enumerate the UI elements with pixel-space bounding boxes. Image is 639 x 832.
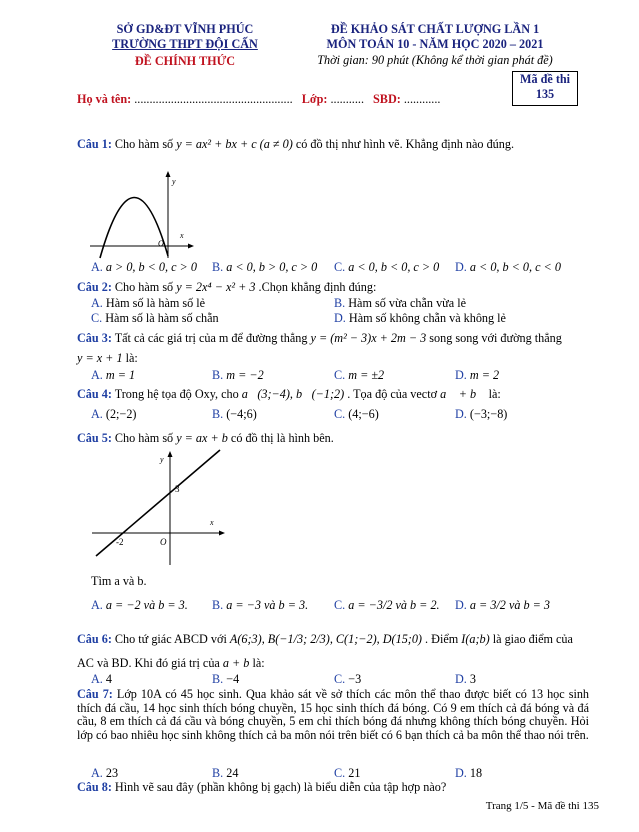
question-2 bbox=[77, 280, 376, 295]
sbd-dots: ............ bbox=[403, 92, 441, 106]
question-6-option-d[interactable]: D. 3 bbox=[455, 672, 476, 686]
question-6: Câu 6: Cho tứ giác ABCD với A(6;3), B(−1/3; 2/3), C(1;−2), D(15;0) . Điểm I(a;b) là giao điểm của bbox=[77, 632, 573, 646]
question-5-text-a: Cho hàm số bbox=[114, 431, 177, 445]
question-2-option-b[interactable]: B. Hàm số vừa chẵn vừa lẻ bbox=[334, 296, 467, 310]
question-4-text-a: Trong hệ tọa độ Oxy, cho bbox=[114, 387, 242, 401]
class-dots: ........... bbox=[330, 92, 364, 106]
question-8-text: Hình vẽ sau đây (phần không bị gạch) là biểu diễn của tập hợp nào? bbox=[114, 780, 447, 794]
q1-x-arrow bbox=[188, 244, 194, 249]
question-1-label: Câu 1: bbox=[77, 137, 112, 151]
question-1 bbox=[77, 137, 514, 152]
question-4-formula-2: a⃗ + b⃗ bbox=[440, 387, 486, 401]
question-6-text-b: . Điểm bbox=[422, 632, 462, 646]
question-7-option-a[interactable]: A. 23 bbox=[91, 766, 119, 780]
question-4-option-c[interactable]: C. (4;−6) bbox=[334, 407, 379, 421]
question-6-option-b[interactable]: B. −4 bbox=[212, 672, 240, 686]
question-6-formula-3: a + b bbox=[222, 656, 250, 670]
question-5-option-b[interactable]: B. a = −3 và b = 3. bbox=[212, 598, 309, 612]
question-2-formula: y = 2x⁴ − x² + 3 bbox=[176, 280, 256, 294]
question-1-option-b[interactable]: B. a < 0, b > 0, c > 0 bbox=[212, 260, 318, 274]
question-3-text-b: song song với đường thẳng bbox=[426, 331, 562, 345]
q1-parabola-curve bbox=[100, 197, 168, 258]
question-5-find: Tìm a và b. bbox=[91, 574, 147, 588]
name-label: Họ và tên: bbox=[77, 92, 132, 106]
school-name: TRƯỜNG THPT ĐỘI CẤN bbox=[112, 37, 258, 51]
question-4: Câu 4: Trong hệ tọa độ Oxy, cho a⃗(3;−4), b⃗(−1;2) . Tọa độ của vectơ a⃗ + b⃗ là: bbox=[77, 387, 501, 401]
question-2-label: Câu 2: bbox=[77, 280, 112, 294]
official-label: ĐỀ CHÍNH THỨC bbox=[134, 54, 236, 68]
q1-origin-label: O bbox=[158, 239, 164, 248]
dept-name: SỞ GD&ĐT VĨNH PHÚC bbox=[116, 22, 254, 36]
question-6-text-a: Cho tứ giác ABCD với bbox=[114, 632, 230, 646]
name-dots: .................................................... bbox=[134, 92, 293, 106]
question-5 bbox=[77, 431, 334, 446]
question-3 bbox=[77, 331, 562, 346]
question-5-option-d[interactable]: D. a = 3/2 và b = 3 bbox=[455, 598, 550, 612]
question-1-text-b: có đồ thị như hình vẽ. Khẳng định nào đúng. bbox=[292, 137, 514, 151]
q5-y-intercept-label: 3 bbox=[175, 484, 180, 494]
question-6-formula-2: I(a;b) bbox=[461, 632, 490, 646]
question-7-text: Lớp 10A có 45 học sinh. Qua khảo sát về sở thích các môn thể thao được biết có 13 học sinh thích đá cầu, 14 học sinh thích bóng chuyền, 15 học sinh thích đá bóng. Có 9 em thích cả đá bóng và đá cầu, 8 em thích cả đá cầu và bóng chuyền, 5 em chỉ thích bóng đá nhưng không thích bóng chuyền. Hỏi lớp có bao nhiêu học sinh không thích cả ba môn nói trên biết có 6 bạn thích cả ba môn thể thao nói trên. bbox=[77, 687, 590, 742]
exam-time: Thời gian: 90 phút (Không kể thời gian phát đề) bbox=[317, 53, 553, 67]
question-1-formula: y = ax² + bx + c (a ≠ 0) bbox=[176, 137, 293, 151]
question-7-option-c[interactable]: C. 21 bbox=[334, 766, 361, 780]
student-info-row bbox=[77, 92, 440, 107]
question-1-parabola-graph bbox=[90, 168, 200, 260]
question-6-line-2: AC và BD. Khi đó giá trị của a + b là: bbox=[77, 656, 265, 670]
question-2-option-d[interactable]: D. Hàm số không chẵn và không lẻ bbox=[334, 311, 506, 325]
q5-x-intercept-label: -2 bbox=[116, 537, 124, 547]
question-2-text-b: .Chọn khẳng định đúng: bbox=[255, 280, 377, 294]
question-1-option-d[interactable]: D. a < 0, b < 0, c < 0 bbox=[455, 260, 561, 274]
question-6-option-c[interactable]: C. −3 bbox=[334, 672, 362, 686]
question-1-option-c[interactable]: C. a < 0, b < 0, c > 0 bbox=[334, 260, 440, 274]
exam-subject: MÔN TOÁN 10 - NĂM HỌC 2020 – 2021 bbox=[326, 37, 544, 51]
question-5-option-a[interactable]: A. a = −2 và b = 3. bbox=[91, 598, 188, 612]
exam-title: ĐỀ KHẢO SÁT CHẤT LƯỢNG LẦN 1 bbox=[330, 22, 540, 36]
question-6-label: Câu 6: bbox=[77, 632, 112, 646]
question-1-option-a[interactable]: A. a > 0, b < 0, c > 0 bbox=[91, 260, 197, 274]
q5-origin-label: O bbox=[160, 537, 167, 547]
question-6-option-a[interactable]: A. 4 bbox=[91, 672, 112, 686]
question-3-option-d[interactable]: D. m = 2 bbox=[455, 368, 500, 382]
q5-x-label: x bbox=[210, 518, 214, 527]
question-4-text-b: . Tọa độ của vectơ bbox=[344, 387, 441, 401]
q1-y-label: y bbox=[172, 177, 176, 186]
question-5-line-graph bbox=[92, 448, 232, 566]
question-8-label: Câu 8: bbox=[77, 780, 112, 794]
sbd-label: SBD: bbox=[373, 92, 401, 106]
question-6-formula: A(6;3), B(−1/3; 2/3), C(1;−2), D(15;0) bbox=[229, 632, 422, 646]
question-3-option-c[interactable]: C. m = ±2 bbox=[334, 368, 385, 382]
question-2-option-a[interactable]: A. Hàm số là hàm số lẻ bbox=[91, 296, 206, 310]
question-5-text-b: có đồ thị là hình bên. bbox=[227, 431, 334, 445]
q1-x-label: x bbox=[180, 231, 184, 240]
question-4-option-a[interactable]: A. (2;−2) bbox=[91, 407, 137, 421]
exam-code-value: 135 bbox=[535, 87, 555, 101]
exam-code-box bbox=[512, 71, 578, 106]
question-7-option-b[interactable]: B. 24 bbox=[212, 766, 239, 780]
q1-y-arrow bbox=[166, 171, 171, 177]
question-3-line-2: y = x + 1 là: bbox=[77, 351, 138, 365]
question-5-formula: y = ax + b bbox=[176, 431, 228, 445]
question-4-formula: a⃗(3;−4), b⃗(−1;2) bbox=[241, 387, 345, 401]
question-5-label: Câu 5: bbox=[77, 431, 112, 445]
question-5-option-c[interactable]: C. a = −3/2 và b = 2. bbox=[334, 598, 440, 612]
question-3-line2-formula: y = x + 1 bbox=[77, 351, 123, 365]
q5-y-label: y bbox=[160, 455, 164, 464]
question-1-text-a: Cho hàm số bbox=[114, 137, 177, 151]
q5-line bbox=[96, 450, 220, 556]
page-footer: Trang 1/5 - Mã đề thi 135 bbox=[485, 800, 599, 812]
question-3-option-b[interactable]: B. m = −2 bbox=[212, 368, 264, 382]
question-3-label: Câu 3: bbox=[77, 331, 112, 345]
question-8 bbox=[77, 780, 446, 795]
question-4-label: Câu 4: bbox=[77, 387, 112, 401]
question-3-formula: y = (m² − 3)x + 2m − 3 bbox=[310, 331, 427, 345]
class-label: Lớp: bbox=[301, 92, 328, 106]
question-7 bbox=[77, 688, 589, 742]
question-7-label: Câu 7: bbox=[77, 687, 113, 701]
exam-code-label: Mã đề thi bbox=[519, 72, 571, 86]
q5-x-arrow bbox=[219, 531, 225, 536]
question-2-option-c[interactable]: C. Hàm số là hàm số chẵn bbox=[91, 311, 219, 325]
question-3-text-a: Tất cả các giá trị của m để đường thẳng bbox=[114, 331, 311, 345]
question-7-option-d[interactable]: D. 18 bbox=[455, 766, 483, 780]
question-4-option-d[interactable]: D. (−3;−8) bbox=[455, 407, 508, 421]
question-4-option-b[interactable]: B. (−4;6) bbox=[212, 407, 257, 421]
question-3-option-a[interactable]: A. m = 1 bbox=[91, 368, 136, 382]
q5-y-arrow bbox=[168, 451, 173, 457]
question-2-text-a: Cho hàm số bbox=[114, 280, 177, 294]
